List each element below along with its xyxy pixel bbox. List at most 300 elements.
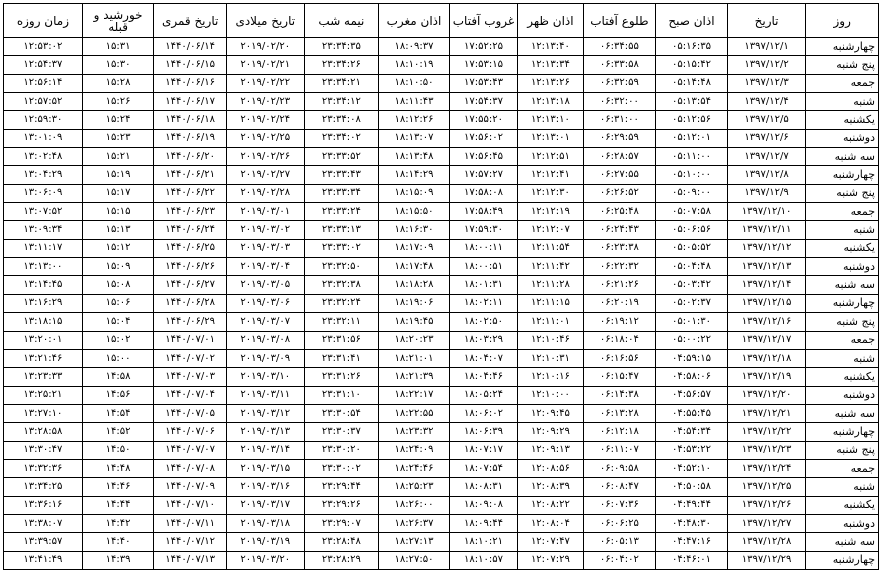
cell-hijri-date: ۱۴۴۰/۰۶/۲۴ <box>154 221 227 239</box>
cell-dhuhr: ۱۲:۰۷:۲۹ <box>518 551 583 569</box>
table-row <box>4 258 879 276</box>
cell-sun-qibla: ۱۵:۲۶ <box>82 93 154 111</box>
cell-day: پنج شنبه <box>806 313 879 331</box>
cell-hijri-date: ۱۴۴۰/۰۷/۰۲ <box>154 349 227 367</box>
cell-hijri-date: ۱۴۴۰/۰۷/۰۵ <box>154 404 227 422</box>
cell-sunrise: ۰۶:۳۱:۰۰ <box>583 111 656 129</box>
cell-sunrise: ۰۶:۰۹:۵۸ <box>583 459 656 477</box>
cell-fasting-duration: ۱۳:۳۶:۱۶ <box>4 496 83 514</box>
cell-dhuhr: ۱۲:۱۳:۳۴ <box>518 56 583 74</box>
cell-hijri-date: ۱۴۴۰/۰۶/۲۸ <box>154 294 227 312</box>
cell-gregorian-date: ۲۰۱۹/۰۳/۰۹ <box>226 349 304 367</box>
cell-maghrib: ۱۸:۲۳:۳۲ <box>379 423 450 441</box>
table-header <box>4 4 879 38</box>
cell-midnight: ۲۳:۲۸:۲۹ <box>304 551 379 569</box>
cell-shamsi-date: ۱۳۹۷/۱۲/۲۳ <box>727 441 806 459</box>
cell-sun-qibla: ۱۵:۰۰ <box>82 349 154 367</box>
cell-fasting-duration: ۱۳:۱۳:۰۰ <box>4 258 83 276</box>
cell-sunrise: ۰۶:۲۳:۳۸ <box>583 239 656 257</box>
cell-dhuhr: ۱۲:۱۳:۲۶ <box>518 74 583 92</box>
cell-shamsi-date: ۱۳۹۷/۱۲/۲۸ <box>727 533 806 551</box>
cell-sunrise: ۰۶:۲۶:۵۲ <box>583 184 656 202</box>
cell-sunset: ۱۸:۰۶:۰۲ <box>449 404 517 422</box>
cell-midnight: ۲۳:۲۹:۴۴ <box>304 478 379 496</box>
cell-sunset: ۱۸:۰۶:۳۹ <box>449 423 517 441</box>
cell-maghrib: ۱۸:۲۱:۳۹ <box>379 368 450 386</box>
cell-gregorian-date: ۲۰۱۹/۰۳/۱۲ <box>226 404 304 422</box>
table-row <box>4 56 879 74</box>
cell-day: چهارشنبه <box>806 423 879 441</box>
cell-sun-qibla: ۱۵:۰۸ <box>82 276 154 294</box>
cell-hijri-date: ۱۴۴۰/۰۶/۲۵ <box>154 239 227 257</box>
table-row <box>4 349 879 367</box>
cell-maghrib: ۱۸:۲۶:۳۷ <box>379 514 450 532</box>
cell-sunset: ۱۸:۰۰:۱۱ <box>449 239 517 257</box>
cell-dhuhr: ۱۲:۱۱:۵۴ <box>518 239 583 257</box>
cell-hijri-date: ۱۴۴۰/۰۷/۱۲ <box>154 533 227 551</box>
cell-sunrise: ۰۶:۱۳:۲۸ <box>583 404 656 422</box>
cell-maghrib: ۱۸:۲۴:۰۹ <box>379 441 450 459</box>
cell-fajr: ۰۵:۰۵:۵۲ <box>656 239 728 257</box>
column-header-fasting-duration: زمان روزه <box>4 4 83 38</box>
cell-sunset: ۱۸:۰۲:۱۱ <box>449 294 517 312</box>
table-row <box>4 74 879 92</box>
cell-dhuhr: ۱۲:۱۰:۰۰ <box>518 386 583 404</box>
cell-maghrib: ۱۸:۱۵:۰۹ <box>379 184 450 202</box>
cell-gregorian-date: ۲۰۱۹/۰۳/۱۸ <box>226 514 304 532</box>
cell-hijri-date: ۱۴۴۰/۰۷/۰۹ <box>154 478 227 496</box>
cell-fasting-duration: ۱۳:۰۹:۳۴ <box>4 221 83 239</box>
cell-shamsi-date: ۱۳۹۷/۱۲/۱۷ <box>727 331 806 349</box>
cell-fasting-duration: ۱۳:۳۹:۵۷ <box>4 533 83 551</box>
cell-gregorian-date: ۲۰۱۹/۰۲/۲۴ <box>226 111 304 129</box>
cell-sun-qibla: ۱۵:۱۵ <box>82 203 154 221</box>
table-row <box>4 313 879 331</box>
cell-fajr: ۰۴:۴۸:۳۰ <box>656 514 728 532</box>
cell-fasting-duration: ۱۳:۲۳:۳۳ <box>4 368 83 386</box>
cell-fajr: ۰۵:۰۰:۲۲ <box>656 331 728 349</box>
table-row <box>4 368 879 386</box>
cell-fasting-duration: ۱۲:۵۹:۳۰ <box>4 111 83 129</box>
cell-gregorian-date: ۲۰۱۹/۰۲/۲۷ <box>226 166 304 184</box>
column-header-maghrib: اذان مغرب <box>379 4 450 38</box>
cell-midnight: ۲۳:۳۳:۲۴ <box>304 203 379 221</box>
cell-sunset: ۱۷:۵۵:۲۰ <box>449 111 517 129</box>
cell-fajr: ۰۵:۱۲:۵۶ <box>656 111 728 129</box>
cell-midnight: ۲۳:۳۳:۴۳ <box>304 166 379 184</box>
cell-day: دوشنبه <box>806 129 879 147</box>
cell-shamsi-date: ۱۳۹۷/۱۲/۱۰ <box>727 203 806 221</box>
cell-gregorian-date: ۲۰۱۹/۰۳/۱۹ <box>226 533 304 551</box>
cell-gregorian-date: ۲۰۱۹/۰۳/۰۱ <box>226 203 304 221</box>
cell-fasting-duration: ۱۳:۳۸:۰۷ <box>4 514 83 532</box>
cell-hijri-date: ۱۴۴۰/۰۶/۲۷ <box>154 276 227 294</box>
cell-sunrise: ۰۶:۲۵:۴۸ <box>583 203 656 221</box>
cell-dhuhr: ۱۲:۱۳:۰۱ <box>518 129 583 147</box>
cell-gregorian-date: ۲۰۱۹/۰۲/۲۱ <box>226 56 304 74</box>
cell-sun-qibla: ۱۵:۲۳ <box>82 129 154 147</box>
cell-sunset: ۱۸:۰۴:۰۷ <box>449 349 517 367</box>
cell-sunrise: ۰۶:۰۸:۴۷ <box>583 478 656 496</box>
table-row <box>4 148 879 166</box>
column-header-hijri-date: تاریخ قمری <box>154 4 227 38</box>
cell-sunrise: ۰۶:۲۲:۳۲ <box>583 258 656 276</box>
cell-midnight: ۲۳:۳۱:۱۰ <box>304 386 379 404</box>
cell-maghrib: ۱۸:۱۷:۰۹ <box>379 239 450 257</box>
cell-day: سه شنبه <box>806 148 879 166</box>
cell-maghrib: ۱۸:۲۲:۱۷ <box>379 386 450 404</box>
table-row <box>4 331 879 349</box>
cell-day: دوشنبه <box>806 258 879 276</box>
column-header-shamsi-date: تاریخ <box>727 4 806 38</box>
cell-dhuhr: ۱۲:۱۰:۱۶ <box>518 368 583 386</box>
cell-fajr: ۰۴:۵۵:۴۵ <box>656 404 728 422</box>
table-row <box>4 478 879 496</box>
cell-shamsi-date: ۱۳۹۷/۱۲/۱۴ <box>727 276 806 294</box>
cell-sunset: ۱۸:۰۲:۵۰ <box>449 313 517 331</box>
cell-midnight: ۲۳:۳۲:۵۰ <box>304 258 379 276</box>
table-row <box>4 38 879 56</box>
cell-day: جمعه <box>806 459 879 477</box>
cell-dhuhr: ۱۲:۰۸:۰۴ <box>518 514 583 532</box>
table-row <box>4 239 879 257</box>
cell-gregorian-date: ۲۰۱۹/۰۳/۰۲ <box>226 221 304 239</box>
cell-gregorian-date: ۲۰۱۹/۰۳/۰۳ <box>226 239 304 257</box>
cell-maghrib: ۱۸:۱۱:۴۳ <box>379 93 450 111</box>
cell-shamsi-date: ۱۳۹۷/۱۲/۷ <box>727 148 806 166</box>
cell-fasting-duration: ۱۳:۲۵:۲۱ <box>4 386 83 404</box>
cell-sun-qibla: ۱۴:۴۸ <box>82 459 154 477</box>
cell-shamsi-date: ۱۳۹۷/۱۲/۲۹ <box>727 551 806 569</box>
cell-hijri-date: ۱۴۴۰/۰۶/۲۰ <box>154 148 227 166</box>
table-row <box>4 404 879 422</box>
cell-maghrib: ۱۸:۱۴:۲۹ <box>379 166 450 184</box>
cell-sunset: ۱۸:۰۷:۱۷ <box>449 441 517 459</box>
cell-gregorian-date: ۲۰۱۹/۰۳/۱۷ <box>226 496 304 514</box>
cell-sunrise: ۰۶:۱۵:۴۷ <box>583 368 656 386</box>
cell-midnight: ۲۳:۲۸:۴۸ <box>304 533 379 551</box>
column-header-sun-qibla: خورشید و قبله <box>82 4 154 38</box>
cell-fajr: ۰۴:۴۶:۰۱ <box>656 551 728 569</box>
cell-midnight: ۲۳:۳۲:۳۸ <box>304 276 379 294</box>
cell-midnight: ۲۳:۳۱:۵۶ <box>304 331 379 349</box>
table-row <box>4 496 879 514</box>
cell-dhuhr: ۱۲:۱۲:۰۷ <box>518 221 583 239</box>
cell-fajr: ۰۵:۰۹:۰۰ <box>656 184 728 202</box>
cell-midnight: ۲۳:۳۴:۰۲ <box>304 129 379 147</box>
cell-maghrib: ۱۸:۲۷:۵۰ <box>379 551 450 569</box>
cell-gregorian-date: ۲۰۱۹/۰۳/۰۸ <box>226 331 304 349</box>
cell-midnight: ۲۳:۲۹:۰۷ <box>304 514 379 532</box>
cell-sun-qibla: ۱۵:۲۴ <box>82 111 154 129</box>
cell-midnight: ۲۳:۳۳:۵۲ <box>304 148 379 166</box>
cell-gregorian-date: ۲۰۱۹/۰۳/۱۳ <box>226 423 304 441</box>
cell-gregorian-date: ۲۰۱۹/۰۳/۱۴ <box>226 441 304 459</box>
cell-hijri-date: ۱۴۴۰/۰۷/۰۶ <box>154 423 227 441</box>
cell-sun-qibla: ۱۵:۳۱ <box>82 38 154 56</box>
cell-gregorian-date: ۲۰۱۹/۰۳/۰۵ <box>226 276 304 294</box>
cell-sunset: ۱۸:۰۹:۰۸ <box>449 496 517 514</box>
cell-shamsi-date: ۱۳۹۷/۱۲/۶ <box>727 129 806 147</box>
cell-shamsi-date: ۱۳۹۷/۱۲/۲۰ <box>727 386 806 404</box>
cell-shamsi-date: ۱۳۹۷/۱۲/۱۹ <box>727 368 806 386</box>
cell-dhuhr: ۱۲:۰۸:۵۶ <box>518 459 583 477</box>
cell-hijri-date: ۱۴۴۰/۰۶/۲۳ <box>154 203 227 221</box>
cell-sunset: ۱۸:۰۷:۵۴ <box>449 459 517 477</box>
cell-sunset: ۱۷:۵۶:۴۵ <box>449 148 517 166</box>
cell-day: پنج شنبه <box>806 56 879 74</box>
table-body <box>4 38 879 570</box>
cell-sunset: ۱۷:۵۸:۴۹ <box>449 203 517 221</box>
cell-gregorian-date: ۲۰۱۹/۰۲/۲۰ <box>226 38 304 56</box>
cell-shamsi-date: ۱۳۹۷/۱۲/۲۴ <box>727 459 806 477</box>
cell-shamsi-date: ۱۳۹۷/۱۲/۹ <box>727 184 806 202</box>
table-row <box>4 276 879 294</box>
prayer-times-table <box>3 3 879 570</box>
cell-sunset: ۱۸:۰۵:۲۴ <box>449 386 517 404</box>
cell-gregorian-date: ۲۰۱۹/۰۳/۰۷ <box>226 313 304 331</box>
cell-sunset: ۱۸:۰۴:۴۶ <box>449 368 517 386</box>
cell-fasting-duration: ۱۳:۰۴:۲۹ <box>4 166 83 184</box>
column-header-gregorian-date: تاریخ میلادی <box>226 4 304 38</box>
cell-dhuhr: ۱۲:۱۲:۴۱ <box>518 166 583 184</box>
cell-dhuhr: ۱۲:۱۱:۱۵ <box>518 294 583 312</box>
cell-midnight: ۲۳:۳۴:۲۱ <box>304 74 379 92</box>
cell-midnight: ۲۳:۳۲:۲۴ <box>304 294 379 312</box>
cell-fajr: ۰۵:۱۱:۰۰ <box>656 148 728 166</box>
cell-hijri-date: ۱۴۴۰/۰۶/۲۱ <box>154 166 227 184</box>
column-header-sunrise: طلوع آفتاب <box>583 4 656 38</box>
cell-sunrise: ۰۶:۳۴:۵۵ <box>583 38 656 56</box>
cell-maghrib: ۱۸:۲۵:۲۳ <box>379 478 450 496</box>
cell-midnight: ۲۳:۳۰:۳۷ <box>304 423 379 441</box>
cell-gregorian-date: ۲۰۱۹/۰۲/۲۵ <box>226 129 304 147</box>
cell-hijri-date: ۱۴۴۰/۰۶/۱۷ <box>154 93 227 111</box>
cell-maghrib: ۱۸:۰۹:۳۷ <box>379 38 450 56</box>
cell-gregorian-date: ۲۰۱۹/۰۲/۲۶ <box>226 148 304 166</box>
cell-day: سه شنبه <box>806 533 879 551</box>
cell-dhuhr: ۱۲:۱۱:۴۲ <box>518 258 583 276</box>
cell-maghrib: ۱۸:۱۷:۴۸ <box>379 258 450 276</box>
cell-gregorian-date: ۲۰۱۹/۰۳/۰۴ <box>226 258 304 276</box>
cell-gregorian-date: ۲۰۱۹/۰۲/۲۳ <box>226 93 304 111</box>
cell-shamsi-date: ۱۳۹۷/۱۲/۲۶ <box>727 496 806 514</box>
cell-dhuhr: ۱۲:۱۱:۲۸ <box>518 276 583 294</box>
cell-hijri-date: ۱۴۴۰/۰۶/۱۴ <box>154 38 227 56</box>
cell-fasting-duration: ۱۳:۱۶:۲۹ <box>4 294 83 312</box>
cell-sunrise: ۰۶:۳۲:۰۰ <box>583 93 656 111</box>
cell-midnight: ۲۳:۳۴:۲۶ <box>304 56 379 74</box>
cell-fasting-duration: ۱۳:۰۲:۴۸ <box>4 148 83 166</box>
cell-dhuhr: ۱۲:۱۲:۵۱ <box>518 148 583 166</box>
cell-sunset: ۱۷:۵۳:۴۳ <box>449 74 517 92</box>
cell-fajr: ۰۴:۵۰:۵۸ <box>656 478 728 496</box>
cell-midnight: ۲۳:۳۳:۱۳ <box>304 221 379 239</box>
cell-day: یکشنبه <box>806 239 879 257</box>
cell-day: جمعه <box>806 331 879 349</box>
cell-sun-qibla: ۱۴:۴۶ <box>82 478 154 496</box>
cell-hijri-date: ۱۴۴۰/۰۷/۰۷ <box>154 441 227 459</box>
table-row <box>4 93 879 111</box>
cell-shamsi-date: ۱۳۹۷/۱۲/۲۷ <box>727 514 806 532</box>
cell-sunrise: ۰۶:۰۴:۰۲ <box>583 551 656 569</box>
cell-dhuhr: ۱۲:۱۰:۴۶ <box>518 331 583 349</box>
cell-sun-qibla: ۱۵:۰۹ <box>82 258 154 276</box>
cell-sunset: ۱۷:۵۸:۰۸ <box>449 184 517 202</box>
cell-sunrise: ۰۶:۲۰:۱۹ <box>583 294 656 312</box>
cell-midnight: ۲۳:۳۳:۳۴ <box>304 184 379 202</box>
cell-gregorian-date: ۲۰۱۹/۰۳/۱۶ <box>226 478 304 496</box>
cell-dhuhr: ۱۲:۱۳:۱۰ <box>518 111 583 129</box>
cell-hijri-date: ۱۴۴۰/۰۷/۰۴ <box>154 386 227 404</box>
cell-day: شنبه <box>806 221 879 239</box>
cell-dhuhr: ۱۲:۱۲:۱۹ <box>518 203 583 221</box>
column-header-fajr: اذان صبح <box>656 4 728 38</box>
cell-maghrib: ۱۸:۱۰:۱۹ <box>379 56 450 74</box>
cell-sun-qibla: ۱۵:۱۷ <box>82 184 154 202</box>
cell-sunrise: ۰۶:۳۲:۵۹ <box>583 74 656 92</box>
cell-hijri-date: ۱۴۴۰/۰۷/۰۱ <box>154 331 227 349</box>
cell-day: جمعه <box>806 74 879 92</box>
cell-fajr: ۰۵:۱۲:۰۱ <box>656 129 728 147</box>
cell-midnight: ۲۳:۳۴:۱۲ <box>304 93 379 111</box>
cell-maghrib: ۱۸:۱۹:۴۵ <box>379 313 450 331</box>
cell-fasting-duration: ۱۳:۲۰:۰۱ <box>4 331 83 349</box>
cell-hijri-date: ۱۴۴۰/۰۶/۱۵ <box>154 56 227 74</box>
cell-fajr: ۰۴:۵۸:۰۶ <box>656 368 728 386</box>
cell-sun-qibla: ۱۴:۴۰ <box>82 533 154 551</box>
cell-sun-qibla: ۱۴:۴۲ <box>82 514 154 532</box>
cell-dhuhr: ۱۲:۰۹:۱۳ <box>518 441 583 459</box>
cell-day: چهارشنبه <box>806 294 879 312</box>
cell-sunrise: ۰۶:۱۴:۳۸ <box>583 386 656 404</box>
cell-maghrib: ۱۸:۱۳:۴۸ <box>379 148 450 166</box>
cell-midnight: ۲۳:۳۰:۲۰ <box>304 441 379 459</box>
cell-shamsi-date: ۱۳۹۷/۱۲/۱۵ <box>727 294 806 312</box>
cell-sunrise: ۰۶:۱۹:۱۲ <box>583 313 656 331</box>
cell-maghrib: ۱۸:۲۲:۵۵ <box>379 404 450 422</box>
cell-maghrib: ۱۸:۲۷:۱۳ <box>379 533 450 551</box>
cell-sunrise: ۰۶:۰۶:۲۵ <box>583 514 656 532</box>
cell-fajr: ۰۵:۰۲:۳۷ <box>656 294 728 312</box>
cell-fajr: ۰۵:۰۱:۳۰ <box>656 313 728 331</box>
cell-fajr: ۰۵:۱۶:۳۵ <box>656 38 728 56</box>
cell-sunset: ۱۸:۱۰:۵۷ <box>449 551 517 569</box>
cell-shamsi-date: ۱۳۹۷/۱۲/۲۲ <box>727 423 806 441</box>
cell-hijri-date: ۱۴۴۰/۰۷/۰۸ <box>154 459 227 477</box>
cell-dhuhr: ۱۲:۱۳:۱۸ <box>518 93 583 111</box>
cell-fajr: ۰۴:۵۳:۲۲ <box>656 441 728 459</box>
cell-day: شنبه <box>806 93 879 111</box>
cell-sun-qibla: ۱۵:۰۶ <box>82 294 154 312</box>
cell-gregorian-date: ۲۰۱۹/۰۳/۱۵ <box>226 459 304 477</box>
cell-maghrib: ۱۸:۱۳:۰۷ <box>379 129 450 147</box>
table-row <box>4 551 879 569</box>
cell-shamsi-date: ۱۳۹۷/۱۲/۲۵ <box>727 478 806 496</box>
cell-shamsi-date: ۱۳۹۷/۱۲/۵ <box>727 111 806 129</box>
cell-sun-qibla: ۱۵:۱۳ <box>82 221 154 239</box>
cell-dhuhr: ۱۲:۱۳:۴۰ <box>518 38 583 56</box>
cell-fajr: ۰۴:۵۹:۱۵ <box>656 349 728 367</box>
cell-fajr: ۰۵:۰۷:۵۸ <box>656 203 728 221</box>
cell-fajr: ۰۵:۱۵:۴۲ <box>656 56 728 74</box>
cell-day: پنج شنبه <box>806 441 879 459</box>
cell-maghrib: ۱۸:۲۴:۴۶ <box>379 459 450 477</box>
cell-fasting-duration: ۱۳:۲۱:۴۶ <box>4 349 83 367</box>
cell-sun-qibla: ۱۴:۵۶ <box>82 386 154 404</box>
cell-sun-qibla: ۱۴:۵۴ <box>82 404 154 422</box>
cell-sunset: ۱۸:۰۹:۴۴ <box>449 514 517 532</box>
cell-sun-qibla: ۱۵:۱۲ <box>82 239 154 257</box>
cell-hijri-date: ۱۴۴۰/۰۶/۲۶ <box>154 258 227 276</box>
cell-sunset: ۱۷:۵۳:۱۵ <box>449 56 517 74</box>
cell-maghrib: ۱۸:۲۰:۲۳ <box>379 331 450 349</box>
cell-hijri-date: ۱۴۴۰/۰۶/۱۸ <box>154 111 227 129</box>
cell-maghrib: ۱۸:۱۵:۵۰ <box>379 203 450 221</box>
cell-day: جمعه <box>806 203 879 221</box>
cell-hijri-date: ۱۴۴۰/۰۶/۲۹ <box>154 313 227 331</box>
cell-sun-qibla: ۱۵:۲۱ <box>82 148 154 166</box>
cell-shamsi-date: ۱۳۹۷/۱۲/۱۳ <box>727 258 806 276</box>
table-row <box>4 386 879 404</box>
cell-shamsi-date: ۱۳۹۷/۱۲/۱ <box>727 38 806 56</box>
cell-fasting-duration: ۱۳:۳۰:۴۷ <box>4 441 83 459</box>
cell-sunrise: ۰۶:۲۷:۵۵ <box>583 166 656 184</box>
cell-day: چهارشنبه <box>806 551 879 569</box>
column-header-midnight: نیمه شب <box>304 4 379 38</box>
cell-midnight: ۲۳:۳۳:۰۲ <box>304 239 379 257</box>
cell-shamsi-date: ۱۳۹۷/۱۲/۲ <box>727 56 806 74</box>
cell-maghrib: ۱۸:۱۲:۲۶ <box>379 111 450 129</box>
cell-dhuhr: ۱۲:۰۹:۲۹ <box>518 423 583 441</box>
cell-fasting-duration: ۱۳:۳۲:۳۶ <box>4 459 83 477</box>
cell-sunset: ۱۷:۵۴:۳۷ <box>449 93 517 111</box>
cell-maghrib: ۱۸:۱۶:۳۰ <box>379 221 450 239</box>
table-row <box>4 221 879 239</box>
cell-sun-qibla: ۱۵:۱۹ <box>82 166 154 184</box>
cell-day: سه شنبه <box>806 404 879 422</box>
cell-midnight: ۲۳:۳۱:۲۶ <box>304 368 379 386</box>
cell-day: یکشنبه <box>806 368 879 386</box>
cell-maghrib: ۱۸:۱۰:۵۰ <box>379 74 450 92</box>
cell-sunrise: ۰۶:۱۸:۰۴ <box>583 331 656 349</box>
table-row <box>4 533 879 551</box>
cell-midnight: ۲۳:۳۴:۰۸ <box>304 111 379 129</box>
cell-fasting-duration: ۱۲:۵۴:۳۷ <box>4 56 83 74</box>
cell-fasting-duration: ۱۲:۵۷:۵۲ <box>4 93 83 111</box>
cell-fajr: ۰۵:۱۳:۵۴ <box>656 93 728 111</box>
table-row <box>4 441 879 459</box>
cell-fasting-duration: ۱۳:۱۱:۱۷ <box>4 239 83 257</box>
cell-hijri-date: ۱۴۴۰/۰۷/۱۳ <box>154 551 227 569</box>
cell-sun-qibla: ۱۴:۴۴ <box>82 496 154 514</box>
cell-day: دوشنبه <box>806 514 879 532</box>
cell-sunrise: ۰۶:۲۴:۴۳ <box>583 221 656 239</box>
cell-sunset: ۱۸:۰۸:۳۱ <box>449 478 517 496</box>
column-header-day: روز <box>806 4 879 38</box>
cell-sunrise: ۰۶:۱۱:۰۷ <box>583 441 656 459</box>
cell-sunrise: ۰۶:۰۵:۱۳ <box>583 533 656 551</box>
cell-sunrise: ۰۶:۲۱:۲۶ <box>583 276 656 294</box>
table-row <box>4 184 879 202</box>
cell-dhuhr: ۱۲:۱۲:۳۰ <box>518 184 583 202</box>
cell-hijri-date: ۱۴۴۰/۰۶/۱۹ <box>154 129 227 147</box>
cell-gregorian-date: ۲۰۱۹/۰۳/۲۰ <box>226 551 304 569</box>
cell-sun-qibla: ۱۵:۳۰ <box>82 56 154 74</box>
cell-day: چهارشنبه <box>806 38 879 56</box>
cell-day: شنبه <box>806 349 879 367</box>
cell-fasting-duration: ۱۲:۵۶:۱۴ <box>4 74 83 92</box>
